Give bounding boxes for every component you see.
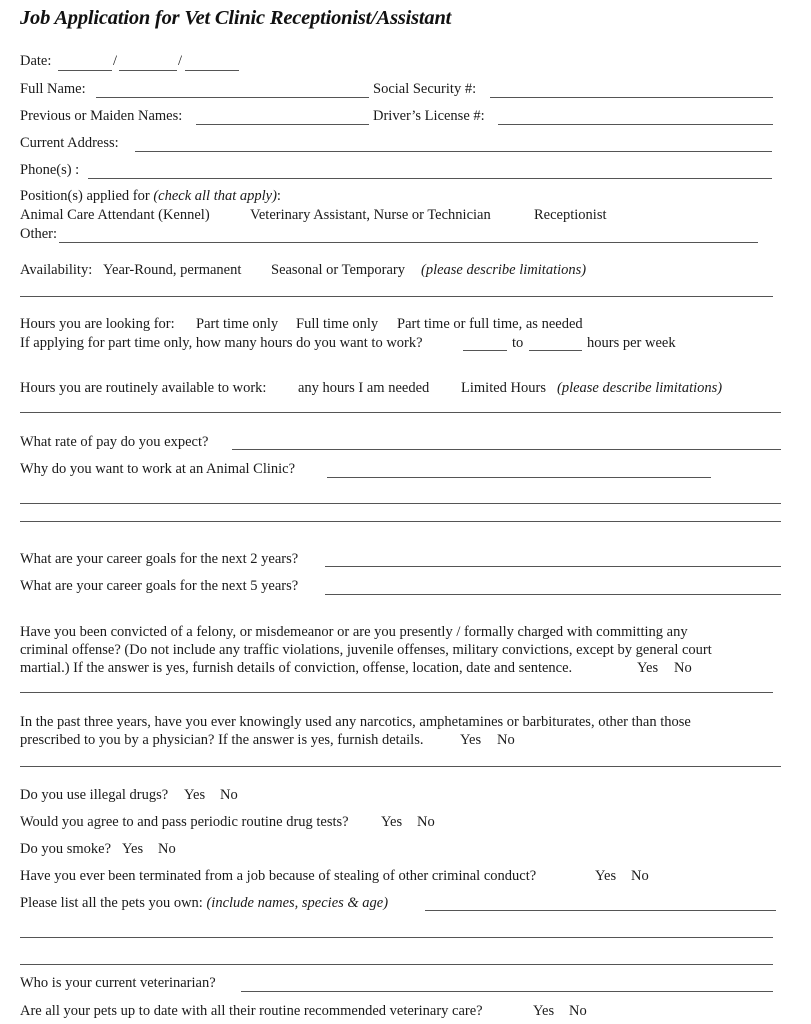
- hours-per-week-label: hours per week: [587, 335, 676, 351]
- availability-label: Availability:: [20, 262, 93, 278]
- pay-question: What rate of pay do you expect?: [20, 434, 209, 450]
- date-separator: /: [113, 53, 118, 69]
- drivers-license-field[interactable]: [498, 124, 773, 125]
- phone-label: Phone(s) :: [20, 162, 80, 178]
- smoke-yes-option[interactable]: Yes: [122, 841, 144, 857]
- routine-option-any-hours[interactable]: any hours I am needed: [298, 380, 430, 396]
- narcotics-question-line-2: prescribed to you by a physician? If the answer is yes, furnish details.: [20, 732, 424, 748]
- date-label: Date:: [20, 53, 52, 69]
- why-field[interactable]: [327, 477, 711, 478]
- availability-limitations-field[interactable]: [20, 296, 773, 297]
- pets-hint: (include names, species & age): [206, 895, 389, 911]
- date-day-field[interactable]: [119, 70, 177, 71]
- date-year-field[interactable]: [185, 70, 239, 71]
- previous-names-label: Previous or Maiden Names:: [20, 108, 183, 124]
- narcotics-yes-option[interactable]: Yes: [460, 732, 482, 748]
- hours-max-field[interactable]: [529, 350, 582, 351]
- hours-option-full-time[interactable]: Full time only: [296, 316, 379, 332]
- ssn-field[interactable]: [490, 97, 773, 98]
- smoke-no-option[interactable]: No: [158, 841, 176, 857]
- felony-question-line-3: martial.) If the answer is yes, furnish details of conviction, offense, location, date and sentence.: [20, 660, 573, 676]
- positions-label: [20, 188, 281, 205]
- goals-5yr-field[interactable]: [325, 594, 781, 595]
- drivers-license-label: Driver’s License #:: [373, 108, 485, 124]
- date-month-field[interactable]: [58, 70, 112, 71]
- phone-field[interactable]: [88, 178, 772, 179]
- drug-tests-yes-option[interactable]: Yes: [381, 814, 403, 830]
- veterinarian-field[interactable]: [241, 991, 773, 992]
- narcotics-question-line-1: In the past three years, have you ever knowingly used any narcotics, amphetamines or barbiturates, other than those: [20, 714, 691, 730]
- routine-limitations-field[interactable]: [20, 412, 781, 413]
- pets-field-line-3[interactable]: [20, 964, 773, 965]
- positions-hint: (check all that apply): [153, 188, 277, 204]
- full-name-label: Full Name:: [20, 81, 86, 97]
- hours-option-part-time[interactable]: Part time only: [196, 316, 279, 332]
- position-option-vet-assistant[interactable]: Veterinary Assistant, Nurse or Technician: [250, 207, 491, 223]
- felony-no-option[interactable]: No: [674, 660, 692, 676]
- pets-uptodate-yes-option[interactable]: Yes: [533, 1003, 555, 1019]
- pets-question-text: Please list all the pets you own:: [20, 895, 207, 911]
- other-position-label: Other:: [20, 226, 58, 242]
- full-name-field[interactable]: [96, 97, 369, 98]
- other-position-field[interactable]: [59, 242, 758, 243]
- routine-option-limited[interactable]: Limited Hours: [461, 380, 546, 396]
- hours-min-field[interactable]: [463, 350, 507, 351]
- positions-label-text: Position(s) applied for: [20, 188, 154, 204]
- pets-uptodate-question: Are all your pets up to date with all their routine recommended veterinary care?: [20, 1003, 483, 1019]
- date-separator: /: [178, 53, 183, 69]
- hours-option-either[interactable]: Part time or full time, as needed: [397, 316, 583, 332]
- goals-5yr-question: What are your career goals for the next 5 years?: [20, 578, 299, 594]
- goals-2yr-field[interactable]: [325, 566, 781, 567]
- felony-question-line-2: criminal offense? (Do not include any traffic violations, juvenile offenses, military convictions, except by general court: [20, 642, 712, 658]
- felony-question-line-1: Have you been convicted of a felony, or misdemeanor or are you presently / formally charged with committing any: [20, 624, 688, 640]
- date-row: [20, 53, 51, 70]
- drug-tests-no-option[interactable]: No: [417, 814, 435, 830]
- veterinarian-question: Who is your current veterinarian?: [20, 975, 216, 991]
- position-option-kennel[interactable]: Animal Care Attendant (Kennel): [20, 207, 210, 223]
- availability-option-year-round[interactable]: Year-Round, permanent: [103, 262, 242, 278]
- positions-colon: :: [276, 188, 281, 204]
- ssn-label: Social Security #:: [373, 81, 477, 97]
- why-field-line-3[interactable]: [20, 521, 781, 522]
- current-address-label: Current Address:: [20, 135, 119, 151]
- narcotics-details-field[interactable]: [20, 766, 781, 767]
- illegal-drugs-question: Do you use illegal drugs?: [20, 787, 169, 803]
- pets-field-line-2[interactable]: [20, 937, 773, 938]
- part-time-hours-question: If applying for part time only, how many hours do you want to work?: [20, 335, 423, 351]
- why-field-line-2[interactable]: [20, 503, 781, 504]
- illegal-drugs-no-option[interactable]: No: [220, 787, 238, 803]
- availability-hint: (please describe limitations): [421, 262, 587, 278]
- goals-2yr-question: What are your career goals for the next 2 years?: [20, 551, 299, 567]
- why-question: Why do you want to work at an Animal Clinic?: [20, 461, 296, 477]
- page-title: Job Application for Vet Clinic Receptionist/Assistant: [20, 7, 452, 29]
- felony-yes-option[interactable]: Yes: [637, 660, 659, 676]
- pets-question: [20, 895, 388, 912]
- current-address-field[interactable]: [135, 151, 772, 152]
- availability-option-seasonal[interactable]: Seasonal or Temporary: [271, 262, 406, 278]
- pay-field[interactable]: [232, 449, 781, 450]
- narcotics-no-option[interactable]: No: [497, 732, 515, 748]
- drug-tests-question: Would you agree to and pass periodic routine drug tests?: [20, 814, 349, 830]
- previous-names-field[interactable]: [196, 124, 369, 125]
- hours-to-label: to: [512, 335, 524, 351]
- routine-hours-hint: (please describe limitations): [557, 380, 723, 396]
- terminated-yes-option[interactable]: Yes: [595, 868, 617, 884]
- smoke-question: Do you smoke?: [20, 841, 112, 857]
- felony-details-field[interactable]: [20, 692, 773, 693]
- hours-looking-label: Hours you are looking for:: [20, 316, 175, 332]
- routine-hours-label: Hours you are routinely available to work:: [20, 380, 267, 396]
- illegal-drugs-yes-option[interactable]: Yes: [184, 787, 206, 803]
- position-option-receptionist[interactable]: Receptionist: [534, 207, 607, 223]
- pets-uptodate-no-option[interactable]: No: [569, 1003, 587, 1019]
- terminated-question: Have you ever been terminated from a job because of stealing of other criminal conduct?: [20, 868, 537, 884]
- pets-field[interactable]: [425, 910, 776, 911]
- terminated-no-option[interactable]: No: [631, 868, 649, 884]
